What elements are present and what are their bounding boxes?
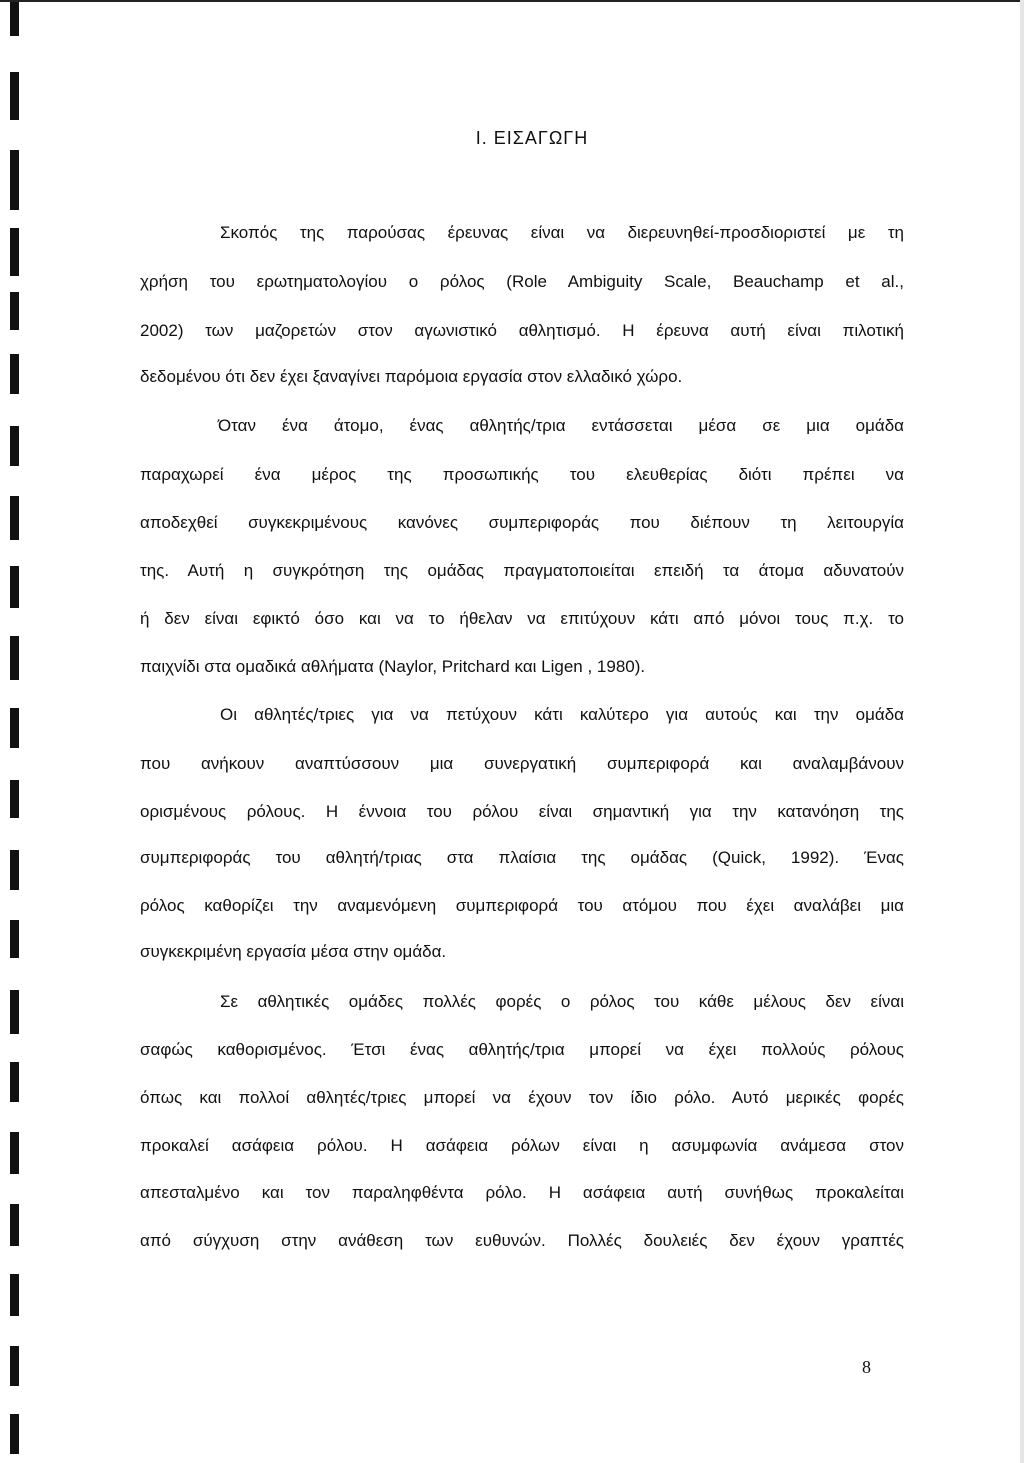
text-line: Οι αθλητές/τριες για να πετύχουν κάτι καλύτερο για αυτούς και την ομάδα <box>220 705 904 724</box>
binding-marks <box>0 0 24 1463</box>
binding-mark <box>10 920 19 958</box>
page-number: 8 <box>862 1357 871 1377</box>
binding-mark <box>10 292 19 330</box>
binding-mark <box>10 496 19 540</box>
binding-mark <box>10 150 19 210</box>
text-line: σαφώς καθορισμένος. Έτσι ένας αθλητής/τρια μπορεί να έχει πολλούς ρόλους <box>140 1040 904 1059</box>
binding-mark <box>10 426 19 466</box>
text-line: συγκεκριμένη εργασία μέσα στην ομάδα. <box>140 942 447 961</box>
binding-mark <box>10 636 19 680</box>
text-line: της. Αυτή η συγκρότηση της ομάδας πραγματοποιείται επειδή τα άτομα αδυνατούν <box>140 561 904 580</box>
binding-mark <box>10 72 19 120</box>
binding-mark <box>10 228 19 276</box>
text-line: παιχνίδι στα ομαδικά αθλήματα (Naylor, Pritchard και Ligen , 1980). <box>140 657 646 676</box>
text-line: ή δεν είναι εφικτό όσο και να το ήθελαν να επιτύχουν κάτι από μόνοι τους π.χ. το <box>140 609 904 628</box>
text-line: Σκοπός της παρούσας έρευνας είναι να διερευνηθεί-προσδιοριστεί με τη <box>220 223 904 242</box>
text-line: όπως και πολλοί αθλητές/τριες μπορεί να έχουν τον ίδιο ρόλο. Αυτό μερικές φορές <box>140 1088 904 1107</box>
text-line: χρήση του ερωτηματολογίου ο ρόλος (Role Ambiguity Scale, Beauchamp et al., <box>140 272 904 291</box>
text-line: που ανήκουν αναπτύσσουν μια συνεργατική συμπεριφορά και αναλαμβάνουν <box>140 754 904 773</box>
top-edge-rule <box>0 0 1024 2</box>
text-line: αποδεχθεί συγκεκριμένους κανόνες συμπεριφοράς που διέπουν τη λειτουργία <box>140 513 904 532</box>
text-line: από σύγχυση στην ανάθεση των ευθυνών. Πολλές δουλειές δεν έχουν γραπτές <box>140 1231 904 1250</box>
binding-mark <box>10 1346 19 1386</box>
text-line: παραχωρεί ένα μέρος της προσωπικής του ελευθερίας διότι πρέπει να <box>140 465 904 484</box>
text-line: Σε αθλητικές ομάδες πολλές φορές ο ρόλος του κάθε μέλους δεν είναι <box>220 992 904 1011</box>
text-line: απεσταλμένο και τον παραληφθέντα ρόλο. Η ασάφεια αυτή συνήθως προκαλείται <box>140 1183 904 1202</box>
binding-mark <box>10 1132 19 1174</box>
text-line: 2002) των μαζορετών στον αγωνιστικό αθλητισμό. Η έρευνα αυτή είναι πιλοτική <box>140 321 904 340</box>
binding-mark <box>10 1414 19 1454</box>
text-line: συμπεριφοράς του αθλητή/τριας στα πλαίσια της ομάδας (Quick, 1992). Ένας <box>140 848 904 867</box>
binding-mark <box>10 850 19 890</box>
page-edge-shadow <box>1020 0 1024 1463</box>
binding-mark <box>10 1274 19 1316</box>
binding-mark <box>10 780 19 818</box>
text-line: Όταν ένα άτομο, ένας αθλητής/τρια εντάσσεται μέσα σε μια ομάδα <box>218 416 904 435</box>
text-line: ορισμένους ρόλους. Η έννοια του ρόλου είναι σημαντική για την κατανόηση της <box>140 802 904 821</box>
binding-mark <box>10 708 19 748</box>
binding-mark <box>10 566 19 608</box>
section-heading: I. ΕΙΣΑΓΩΓΗ <box>475 128 589 148</box>
text-line: προκαλεί ασάφεια ρόλου. Η ασάφεια ρόλων είναι η ασυμφωνία ανάμεσα στον <box>140 1136 904 1155</box>
text-line: ρόλος καθορίζει την αναμενόμενη συμπεριφορά του ατόμου που έχει αναλάβει μια <box>140 896 904 915</box>
binding-mark <box>10 2 19 36</box>
binding-mark <box>10 354 19 394</box>
binding-mark <box>10 990 19 1034</box>
binding-mark <box>10 1204 19 1246</box>
binding-mark <box>10 1062 19 1102</box>
text-line: δεδομένου ότι δεν έχει ξαναγίνει παρόμοια εργασία στον ελλαδικό χώρο. <box>140 367 683 386</box>
